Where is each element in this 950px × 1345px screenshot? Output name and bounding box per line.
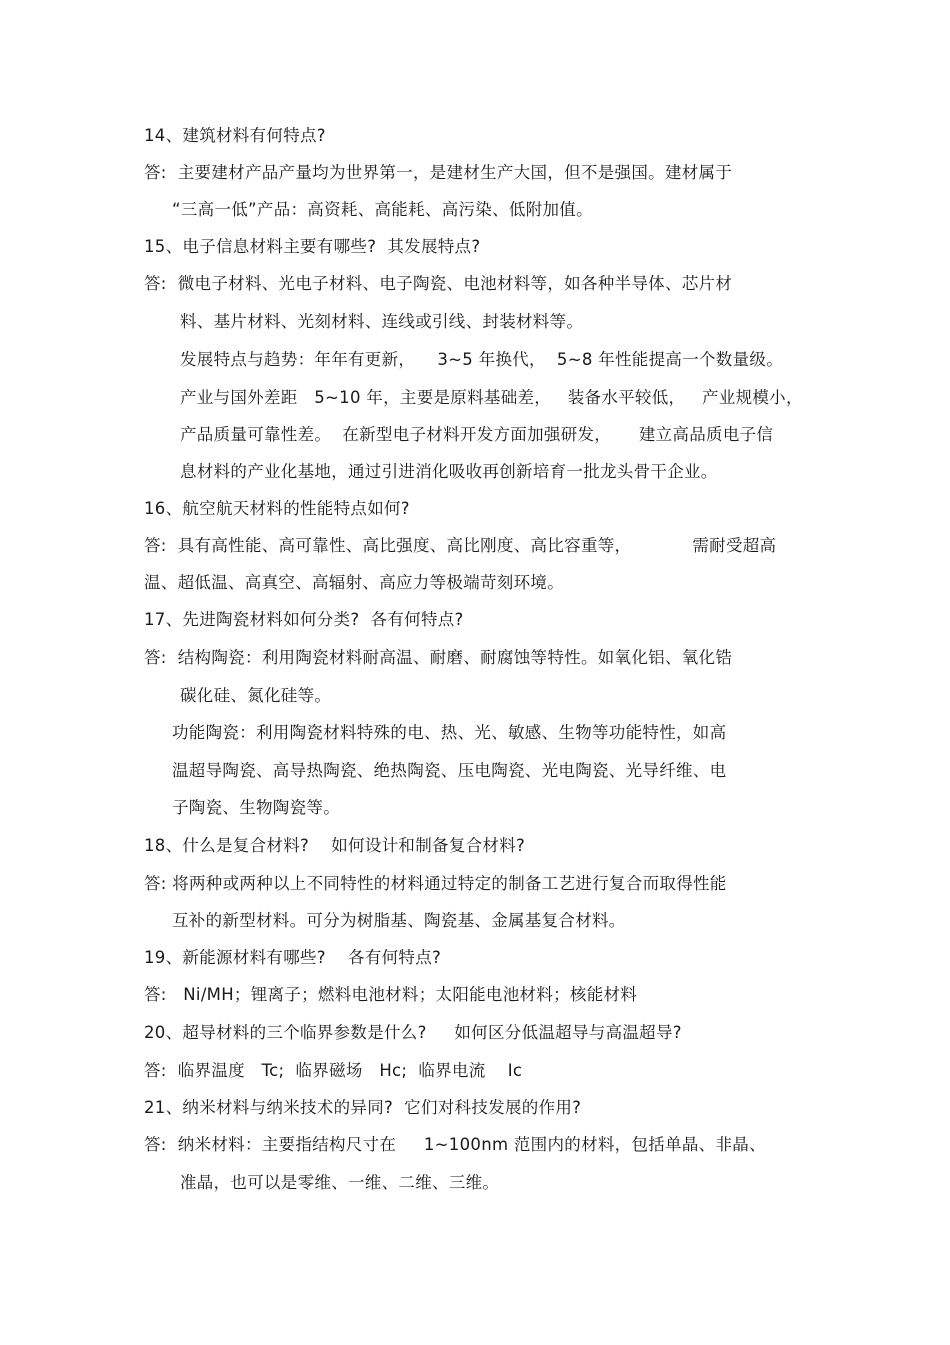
answer-17-line-4: 温超导陶瓷、高导热陶瓷、绝热陶瓷、压电陶瓷、光电陶瓷、光导纤维、电: [172, 761, 727, 780]
answer-16-line-1: 答: 具有高性能、高可靠性、高比强度、高比刚度、高比容重等， 需耐受超高: [144, 536, 777, 555]
question-16: 16、航空航天材料的性能特点如何?: [144, 499, 410, 518]
answer-17-line-3: 功能陶瓷：利用陶瓷材料特殊的电、热、光、敏感、生物等功能特性，如高: [172, 723, 727, 742]
answer-20: 答: 临界温度 Tc; 临界磁场 Hc; 临界电流 Ic: [144, 1061, 523, 1080]
answer-15-line-3: 发展特点与趋势：年年有更新， 3~5 年换代， 5~8 年性能提高一个数量级。: [180, 350, 784, 369]
answer-18-line-2: 互补的新型材料。可分为树脂基、陶瓷基、金属基复合材料。: [172, 911, 626, 930]
answer-15-line-6: 息材料的产业化基地，通过引进消化吸收再创新培育一批龙头骨干企业。: [180, 462, 718, 481]
question-14: 14、建筑材料有何特点?: [144, 126, 326, 145]
answer-17-line-1: 答: 结构陶瓷：利用陶瓷材料耐高温、耐磨、耐腐蚀等特性。如氧化铝、氧化锆: [144, 648, 733, 667]
answer-19: 答: Ni/MH；锂离子；燃料电池材料；太阳能电池材料；核能材料: [144, 985, 638, 1004]
answer-18-line-1: 答: 将两种或两种以上不同特性的材料通过特定的制备工艺进行复合而取得性能: [144, 874, 727, 893]
answer-15-line-2: 料、基片材料、光刻材料、连线或引线、封装材料等。: [180, 312, 584, 331]
question-17: 17、先进陶瓷材料如何分类? 各有何特点?: [144, 610, 464, 629]
question-19: 19、新能源材料有哪些? 各有何特点?: [144, 948, 442, 967]
answer-17-line-2: 碳化硅、氮化硅等。: [180, 686, 332, 705]
answer-14-line-2: “三高一低”产品：高资耗、高能耗、高污染、低附加值。: [172, 200, 593, 219]
question-20: 20、超导材料的三个临界参数是什么? 如何区分低温超导与高温超导?: [144, 1023, 682, 1042]
answer-17-line-5: 子陶瓷、生物陶瓷等。: [172, 798, 340, 817]
answer-16-line-2: 温、超低温、高真空、高辐射、高应力等极端苛刻环境。: [144, 573, 564, 592]
answer-21-line-1: 答: 纳米材料：主要指结构尺寸在 1~100nm 范围内的材料，包括单晶、非晶、: [144, 1135, 766, 1154]
answer-14-line-1: 答: 主要建材产品产量均为世界第一，是建材生产大国，但不是强国。建材属于: [144, 163, 733, 182]
question-18: 18、什么是复合材料? 如何设计和制备复合材料?: [144, 836, 526, 855]
answer-15-line-5: 产品质量可靠性差。 在新型电子材料开发方面加强研发， 建立高品质电子信: [180, 425, 774, 444]
answer-21-line-2: 准晶，也可以是零维、一维、二维、三维。: [180, 1173, 500, 1192]
question-21: 21、纳米材料与纳米技术的异同? 它们对科技发展的作用?: [144, 1098, 582, 1117]
answer-15-line-1: 答: 微电子材料、光电子材料、电子陶瓷、电池材料等，如各种半导体、芯片材: [144, 274, 733, 293]
answer-15-line-4: 产业与国外差距 5~10 年，主要是原料基础差， 装备水平较低， 产业规模小，: [180, 388, 803, 407]
question-15: 15、电子信息材料主要有哪些? 其发展特点?: [144, 237, 481, 256]
